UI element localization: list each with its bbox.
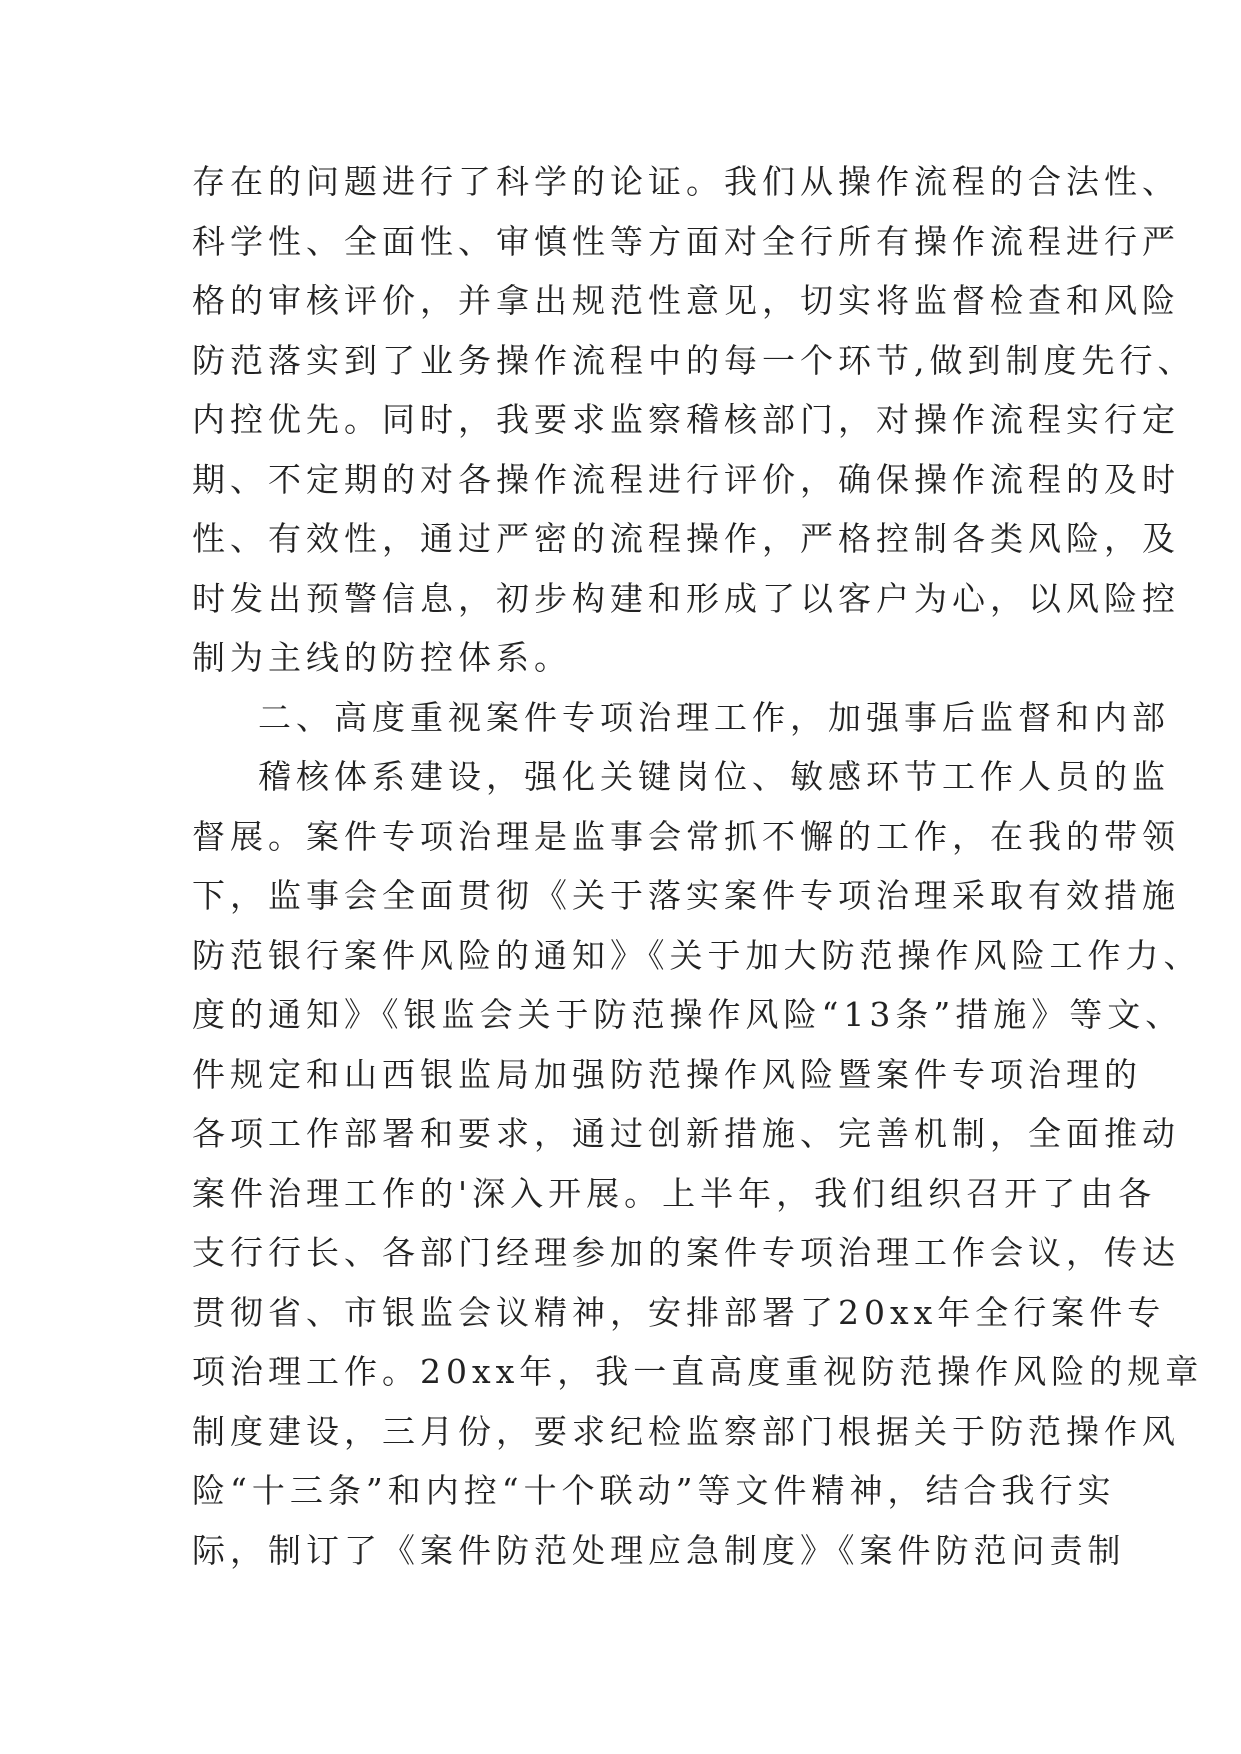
text-line: 险“十三条”和内控“十个联动”等文件精神，结合我行实 [192,1471,1116,1510]
text-line: 制为主线的防控体系。 [192,638,572,677]
text-line: 件规定和山西银监局加强防范操作风险暨案件专项治理的 [192,1054,1142,1094]
text-line: 内控优先。同时，我要求监察稽核部门，对操作流程实行定 [192,400,1180,439]
text-line: 时发出预警信息，初步构建和形成了以客户为心，以风险控 [192,578,1180,618]
text-line: 稽核体系建设，强化关键岗位、敏感环节工作人员的监 [258,757,1170,796]
text-line: 期、不定期的对各操作流程进行评价，确保操作流程的及时 [192,459,1180,499]
text-line: 督展。案件专项治理是监事会常抓不懈的工作，在我的带领 [192,816,1180,856]
text-line: 度的通知》《银监会关于防范操作风险“13条”措施》等文、 [192,995,1184,1034]
text-line: 性、有效性，通过严密的流程操作，严格控制各类风险，及 [192,519,1180,558]
section-heading-line: 二、高度重视案件专项治理工作，加强事后监督和内部 [258,697,1170,737]
text-line: 贯彻省、市银监会议精神，安排部署了20xx年全行案件专 [192,1292,1166,1332]
text-line: 制度建设，三月份，要求纪检监察部门根据关于防范操作风 [192,1411,1180,1451]
text-line: 格的审核评价，并拿出规范性意见，切实将监督检查和风险 [192,281,1180,320]
text-line: 科学性、全面性、审慎性等方面对全行所有操作流程进行严 [192,221,1180,261]
text-line: 防范银行案件风险的通知》《关于加大防范操作风险工作力、 [192,935,1202,975]
text-line: 各项工作部署和要求，通过创新措施、完善机制，全面推动 [192,1114,1180,1153]
text-line: 下，监事会全面贯彻《关于落实案件专项治理采取有效措施 [192,876,1180,915]
text-line: 案件治理工作的'深入开展。上半年，我们组织召开了由各 [192,1173,1157,1213]
text-line: 存在的问题进行了科学的论证。我们从操作流程的合法性、 [192,162,1180,201]
text-line: 际，制订了《案件防范处理应急制度》《案件防范问责制 [192,1530,1126,1570]
text-line: 项治理工作。20xx年，我一直高度重视防范操作风险的规章 [192,1352,1204,1391]
body-text [192,152,1204,1580]
text-line: 防范落实到了业务操作流程中的每一个环节,做到制度先行、 [192,340,1196,380]
text-line: 支行行长、各部门经理参加的案件专项治理工作会议，传达 [192,1233,1180,1272]
